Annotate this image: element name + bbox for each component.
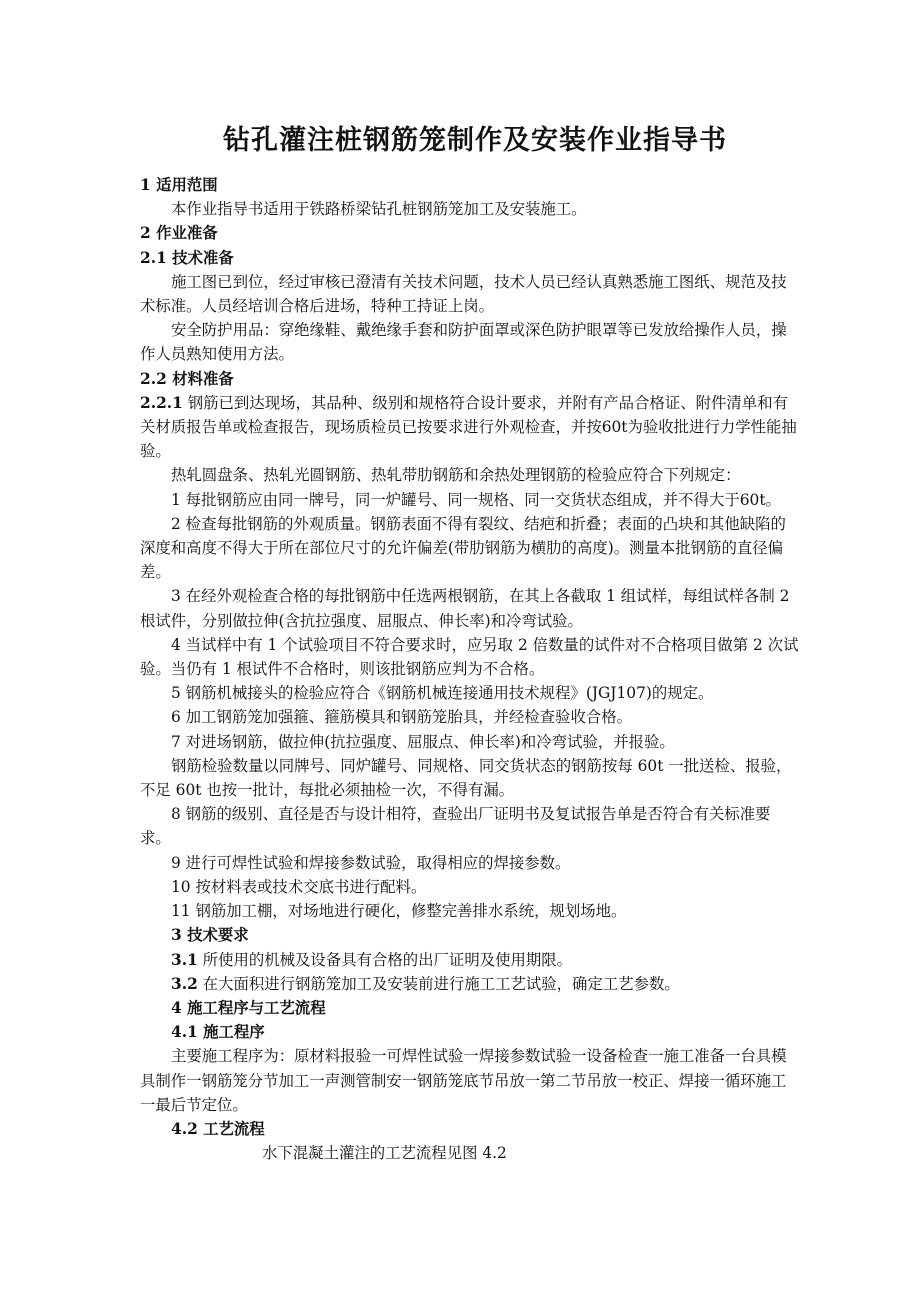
clause-number: 2.2.1 xyxy=(140,393,183,412)
list-item: 7 对进场钢筋，做拉伸(抗拉强度、屈服点、伸长率)和冷弯试验，并报验。 xyxy=(171,732,675,751)
list-item: 8 钢筋的级别、直径是否与设计相符，查验出厂证明书及复试报告单是否符合有关标准要求。 xyxy=(140,805,771,848)
subsection-heading: 2.2 材料准备 xyxy=(140,369,234,388)
clause-text: 在大面积进行钢筋笼加工及安装前进行施工工艺试验，确定工艺参数。 xyxy=(197,974,680,993)
clause-3-2 xyxy=(140,972,800,996)
paragraph: 热轧圆盘条、热轧光圆钢筋、热轧带肋钢筋和余热处理钢筋的检验应符合下列规定： xyxy=(171,466,741,485)
paragraph: 施工图已到位，经过审核已澄清有关技术问题，技术人员已经认真熟悉施工图纸、规范及技术标准。人员经培训合格后进场，特种工持证上岗。 xyxy=(140,272,787,316)
list-item: 11 钢筋加工棚，对场地进行硬化，修整完善排水系统，规划场地。 xyxy=(171,902,627,921)
document-title: 钻孔灌注桩钢筋笼制作及安装作业指导书 xyxy=(223,125,727,156)
list-item: 10 按材料表或技术交底书进行配料。 xyxy=(171,877,427,896)
clause-3-1 xyxy=(140,948,800,972)
paragraph: 钢筋检验数量以同牌号、同炉罐号、同规格、同交货状态的钢筋按每 60t 一批送检、报验，不足 60t 也按一批计，每批必须抽检一次，不得有漏。 xyxy=(140,756,792,800)
section-heading: 3 技术要求 xyxy=(171,926,249,945)
clause-2-2-1 xyxy=(140,391,800,464)
list-item: 2 检查每批钢筋的外观质量。钢筋表面不得有裂纹、结疤和折叠；表面的凸块和其他缺陷的深度和高度不得大于所在部位尺寸的允许偏差(带肋钢筋为横肋的高度)。测量本批钢筋的直径偏差。 xyxy=(140,514,786,582)
section-heading: 1 适用范围 xyxy=(140,176,218,194)
list-item: 1 每批钢筋应由同一牌号，同一炉罐号、同一规格、同一交货状态组成，并不得大于60t。 xyxy=(171,490,781,509)
subsection-heading: 4.2 工艺流程 xyxy=(171,1119,265,1138)
list-item: 4 当试样中有 1 个试验项目不符合要求时，应另取 2 倍数量的试件对不合格项目做第 2 次试验。当仍有 1 根试件不合格时，则该批钢筋应判为不合格。 xyxy=(140,635,799,679)
clause-text: 所使用的机械及设备具有合格的出厂证明及使用期限。 xyxy=(197,950,573,969)
section-heading: 2 作业准备 xyxy=(140,224,218,243)
clause-text: 钢筋已到达现场，其品种、级别和规格符合设计要求，并附有产品合格证、附件清单和有关材质报告单或检查报告，现场质检员已按要求进行外观检查，并按60t为验收批进行力学性能抽验。 xyxy=(140,393,797,461)
list-item: 3 在经外观检查合格的每批钢筋中任选两根钢筋，在其上各截取 1 组试样，每组试样各制 2 根试件，分别做拉伸(含抗拉强度、屈服点、伸长率)和冷弯试验。 xyxy=(140,587,790,630)
paragraph: 主要施工程序为：原材料报验一可焊性试验一焊接参数试验一设备检查一施工准备一台具模具制作一钢筋笼分节加工一声测管制安一钢筋笼底节吊放一第二节吊放一校正、焊接一循环施工一最后节定位。 xyxy=(140,1047,787,1114)
list-item: 6 加工钢筋笼加强箍、箍筋模具和钢筋笼胎具，并经检查验收合格。 xyxy=(171,708,633,727)
paragraph: 安全防护用品：穿绝缘鞋、戴绝缘手套和防护面罩或深色防护眼罩等已发放给操作人员，操作人员熟知使用方法。 xyxy=(140,321,787,364)
subsection-heading: 4.1 施工程序 xyxy=(171,1023,265,1042)
section-heading: 4 施工程序与工艺流程 xyxy=(171,998,326,1017)
subsection-heading: 2.1 技术准备 xyxy=(140,248,234,267)
clause-number: 3.1 xyxy=(171,950,198,969)
paragraph: 水下混凝土灌注的工艺流程见图 4.2 xyxy=(262,1144,507,1163)
document-body xyxy=(140,173,800,1165)
paragraph: 本作业指导书适用于铁路桥梁钻孔桩钢筋笼加工及安装施工。 xyxy=(171,200,587,219)
list-item: 9 进行可焊性试验和焊接参数试验，取得相应的焊接参数。 xyxy=(171,853,571,872)
list-item: 5 钢筋机械接头的检验应符合《钢筋机械连接通用技术规程》(JGJ107)的规定。 xyxy=(171,684,714,703)
clause-number: 3.2 xyxy=(171,974,198,993)
